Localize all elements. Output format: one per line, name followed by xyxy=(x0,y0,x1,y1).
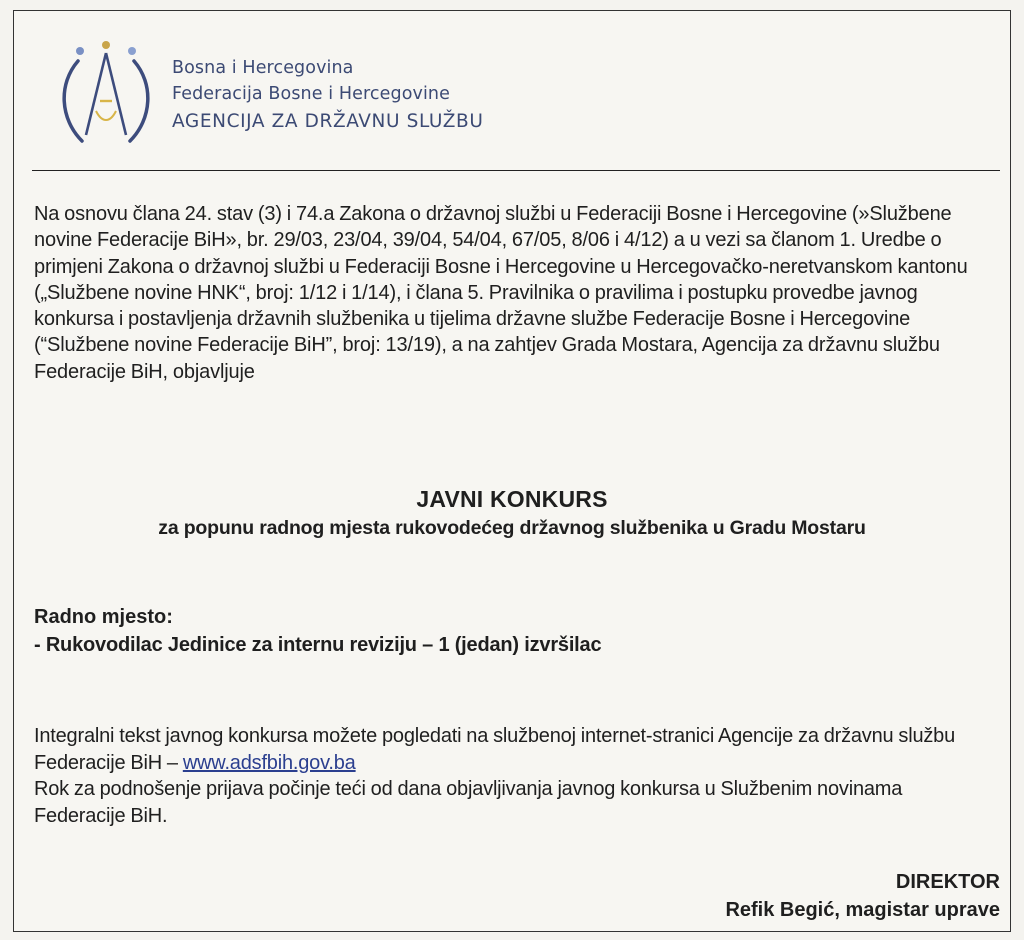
logo-dot-top xyxy=(102,41,110,49)
agency-logo-icon xyxy=(56,39,156,149)
notice-title: JAVNI KONKURS xyxy=(416,486,608,512)
country-name: Bosna i Hercegovina xyxy=(172,58,354,78)
agency-name: AGENCIJA ZA DRŽAVNU SLUŽBU xyxy=(172,111,484,132)
header-divider xyxy=(32,170,1000,171)
legal-basis-paragraph: Na osnovu člana 24. stav (3) i 74.a Zakona o državnoj službi u Federaciji Bosne i Hercegovine (»Službene novine Federacije BiH», br. 29/03, 23/04, 39/04, 54/04, 67/05, 8/06 i 4/12) a u vezi sa članom 1. Uredbe o primjeni Zakona o državnoj službi u Federaciji Bosne i Hercegovine u Hercegovačko-neretvanskom kantonu („Službene novine HNK“, broj: 1/12 i 1/14), i člana 5. Pravilnika o pravilima i postupku provedbe javnog konkursa i postavljenja državnih službenika u tijelima državne službe Federacije Bosne i Hercegovine (“Službene novine Federacije BiH”, broj: 13/19), a na zahtjev Grada Mostara, Agencija za državnu službu Federacije BiH, objavljuje xyxy=(34,203,968,383)
logo-left-arc xyxy=(64,61,82,141)
notice-subtitle: za popunu radnog mjesta rukovodećeg državnog službenika u Gradu Mostaru xyxy=(158,517,866,539)
logo-right-arc xyxy=(130,61,148,141)
position-label: Radno mjesto: xyxy=(34,606,173,628)
logo-inner-curve xyxy=(96,111,116,120)
logo-dot-right xyxy=(128,47,136,55)
logo-a-left xyxy=(86,53,106,135)
logo-a-right xyxy=(106,53,126,135)
application-info-paragraph xyxy=(34,723,994,829)
info-text-before-link: Integralni tekst javnog konkursa možete pogledati na službenoj internet-stranici Agencije za državnu službu Federacije BiH – xyxy=(34,725,956,774)
signature-name: Refik Begić, magistar uprave xyxy=(725,899,1000,921)
info-deadline-text: Rok za podnošenje prijava počinje teći od dana objavljivanja javnog konkursa u Službenim novinama Federacije BiH. xyxy=(34,778,903,827)
agency-website-link[interactable]: www.adsfbih.gov.ba xyxy=(182,751,356,774)
agency-header xyxy=(14,11,1010,171)
federation-name: Federacija Bosne i Hercegovine xyxy=(172,84,450,104)
signature-role: DIREKTOR xyxy=(895,871,1000,893)
logo-dot-left xyxy=(76,47,84,55)
public-notice-ad xyxy=(13,10,1011,932)
agency-name-block xyxy=(172,55,483,135)
position-item: - Rukovodilac Jedinice za internu reviziju – 1 (jedan) izvršilac xyxy=(34,634,602,656)
